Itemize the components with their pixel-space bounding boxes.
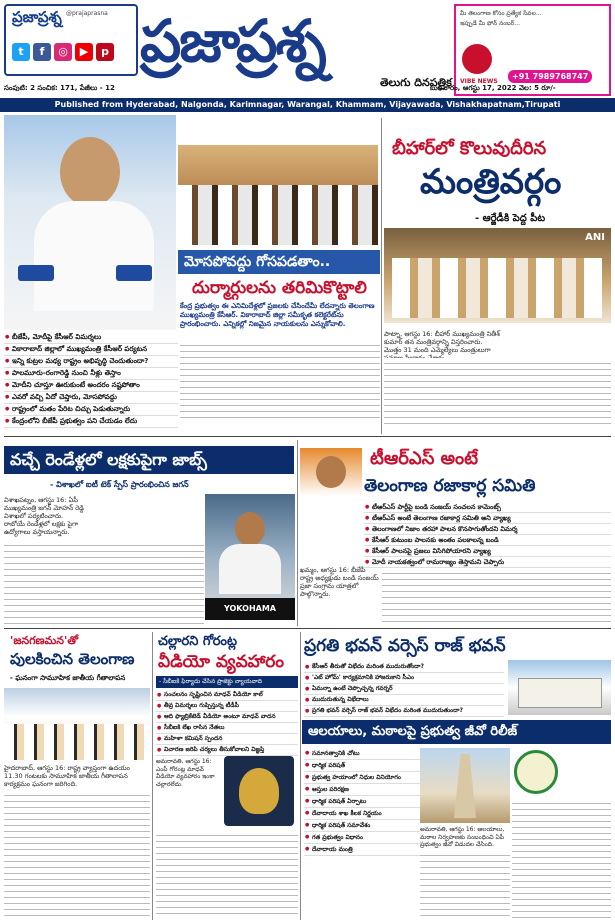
bihar-agency: ANI xyxy=(585,232,605,243)
list-item: ● 'ఎట్ హోమ్' కార్యక్రమానికి హాజరుకాని సీఎం xyxy=(304,673,504,684)
list-item: ● ధార్మిక పరిషత్ ఏర్పాటు xyxy=(304,796,420,808)
jobs-sign: YOKOHAMA xyxy=(205,598,295,620)
person-head xyxy=(235,512,265,546)
mic-icon xyxy=(18,265,54,281)
pragathi-bullets xyxy=(304,662,504,717)
top-ad xyxy=(454,4,611,96)
list-item: ● ధార్మిక పరిషత్ xyxy=(304,760,420,772)
list-item: ● మహిళా కమిషన్ స్పందన xyxy=(156,734,298,745)
divider-2 xyxy=(4,628,611,629)
kcr-photo xyxy=(4,115,176,330)
jagan-photo xyxy=(205,494,295,620)
edition-info: సంపుటి: 2 సంచిక: 171, పేజీలు - 12 xyxy=(4,84,115,92)
crowd xyxy=(4,724,150,760)
list-item: ● ఇన్ని కుట్రల మధ్య రాష్ట్రం అభివృద్ధి చెందుతుందా? xyxy=(4,356,178,368)
list-item: ● రాష్ట్రంలో మతం పేరిట చిచ్చు పెడుతున్నారు xyxy=(4,404,178,416)
ap-emblem-icon xyxy=(514,750,558,794)
pragathi-headline: ప్రగతి భవన్ వర్సెస్ రాజ్ భవన్ xyxy=(304,636,506,656)
list-item: ● టీఆర్ఎస్ అంటే తెలంగాణ రజాకార్ల సమితి అని వ్యాఖ్య xyxy=(364,513,611,524)
person-head xyxy=(316,456,346,488)
ganagana-sub: - ఘనంగా సామూహిక జాతీయ గీతాలాపన xyxy=(10,674,126,682)
video-headline-1: చల్లారని గోరంట్ల xyxy=(158,634,238,649)
ad-logo-icon xyxy=(462,44,492,74)
date-info: బుధవారం, ఆగస్టు 17, 2022 వెల: 5 రూ/- xyxy=(430,84,556,92)
list-item: ● సీబీఐకి లేఖ రాసిన నేతలు xyxy=(156,723,298,734)
rajbhavan-photo xyxy=(508,660,611,715)
video-sub-box xyxy=(156,676,298,688)
list-item: ● కేంద్రంలోని బీజేపీ ప్రభుత్వం పని చేయడం లేదు xyxy=(4,416,178,428)
instagram-icon[interactable]: ◎ xyxy=(54,43,72,61)
lead-headline: మోసపోవద్దు గోసపడతాం.. xyxy=(184,254,331,270)
list-item: ● గత ప్రభుత్వం విధానం xyxy=(304,832,420,844)
column-divider xyxy=(381,118,382,434)
list-item: ● టీఆర్ఎస్ పార్టీపై బండి సంజయ్ సంచలన కామెంట్స్ xyxy=(364,502,611,513)
list-item: ● దేవాదాయ మంత్రి xyxy=(304,844,420,856)
jobs-headline: వచ్చే రెండేళ్లలో లక్షకుపైగా జాబ్స్ xyxy=(10,450,207,469)
lead-subhead: దుర్మార్గులను తరిమికొట్టాలి xyxy=(192,278,367,298)
list-item: ● మోదీ నాయకత్వంలో రామరాజ్యం తెస్తామని చెప్పారు xyxy=(364,557,611,568)
list-item: ● పాలమూరు-రంగారెడ్డి నుంచి నీళ్లు తెస్తాం xyxy=(4,368,178,380)
lead-bullets xyxy=(4,332,178,428)
ceremony-photo xyxy=(178,145,378,245)
list-item: ● ప్రభుత్వ హయాంలో నిధుల వినియోగం xyxy=(304,772,420,784)
social-handle: @prajaprasna xyxy=(66,10,108,17)
trs-columns xyxy=(382,568,611,626)
trs-bullets xyxy=(364,502,611,568)
temple-tower xyxy=(454,754,476,818)
list-item: ● ఏమన్నా ఉంటే చెప్పొచ్చన్న గవర్నర్ xyxy=(304,684,504,695)
list-item: ● ముదురుతున్న విభేదాలు xyxy=(304,695,504,706)
video-sub: - సీబీఐకి ఫిర్యాదు చేసిన ప్రాజెక్టు న్యాయవాది xyxy=(159,678,262,685)
temples-headline-box xyxy=(302,720,611,744)
bihar-headline: బీహార్‌లో కొలువుదీరిన xyxy=(392,138,547,159)
ad-brand: VIBE NEWS xyxy=(460,78,498,85)
social-icons xyxy=(12,40,136,60)
temples-bullets xyxy=(304,748,420,856)
ad-phone: +91 7989768747 xyxy=(508,70,592,83)
twitter-icon[interactable]: t xyxy=(12,43,30,61)
ad-line-1: మీ తెలంగాణ కోసం ప్రత్యేక సేవల... xyxy=(460,10,542,17)
temples-body: అమరావతి, ఆగస్టు 16: ఆలయాలు, మఠాల నిర్వహణకు సంబంధించి ఏపీ ప్రభుత్వం జీవో విడుదల చేసింది. xyxy=(420,826,505,848)
people-row xyxy=(392,258,602,318)
published-bar: Published from Hyderabad, Nalgonda, Karimnagar, Warangal, Khammam, Vijayawada, Vishakhapatnam,Tirupati xyxy=(0,98,615,112)
pinterest-icon[interactable]: p xyxy=(96,43,114,61)
column-divider xyxy=(297,440,298,626)
list-item: ● వికారాబాద్ జిల్లాలో ముఖ్యమంత్రి కేసీఆర్ పర్యటన xyxy=(4,344,178,356)
list-item: ● ఆది ఫ్యాబ్రికేటెడ్ వీడియో అంటూ మాధవ్ వాదన xyxy=(156,712,298,723)
list-item: ● సమానత్వానికి చోటు xyxy=(304,748,420,760)
facebook-icon[interactable]: f xyxy=(33,43,51,61)
bihar-sub: - ఆర్జేడీకి పెద్ద పీట xyxy=(475,213,546,224)
lead-columns xyxy=(180,340,380,420)
cbi-emblem xyxy=(224,756,294,826)
list-item: ● కేసీఆర్ తీరుతో విభేదం మరింత ముదురుతోందా? xyxy=(304,662,504,673)
list-item: ● కేసీఆర్ పాలనపై ప్రజలు విసిగిపోయారని వ్యాఖ్య xyxy=(364,546,611,557)
mic-icon-2 xyxy=(116,265,152,281)
crowd xyxy=(178,185,378,245)
lead-headline-box xyxy=(178,250,380,274)
bihar-headline-2: మంత్రివర్గం xyxy=(420,162,562,202)
temples-headline: ఆలయాలు, మఠాలపై ప్రభుత్వ జీవో రిలీజ్ xyxy=(308,724,518,739)
column-divider xyxy=(300,632,301,920)
trs-headline: టీఆర్ఎస్ అంటే xyxy=(370,448,479,469)
video-headline-2: వీడియో వ్యవహారం xyxy=(158,652,284,672)
temple-photo xyxy=(420,748,510,823)
list-item: ● దేవాదాయ శాఖ కీలక నిర్ణయం xyxy=(304,808,420,820)
ganagana-body: హైదరాబాద్, ఆగస్టు 16: రాష్ట్ర వ్యాప్తంగా ఉదయం 11.30 గంటలకు సామూహిక జాతీయ గీతాలాపన కార్యక్రమం ఘనంగా జరిగింది. xyxy=(4,764,130,788)
ganagana-headline-2: పులకించిన తెలంగాణ xyxy=(10,650,135,668)
list-item: ● తీవ్ర విమర్శలు గుప్పిస్తున్న టీడీపీ xyxy=(156,701,298,712)
list-item: ● విచారణ జరిపి చర్యలు తీసుకోవాలని విజ్ఞప్తి xyxy=(156,745,298,756)
trs-headline-2: తెలంగాణ రజాకార్ల సమితి xyxy=(364,476,536,496)
jobs-body: విశాఖపట్నం, ఆగస్టు 16: ఏపీ ముఖ్యమంత్రి జగన్ మోహన్ రెడ్డి విశాఖలో పర్యటించారు. రాబోయే రెండేళ్లలో లక్షకు పైగా ఉద్యోగాలు వస్తాయన్నారు. xyxy=(4,496,84,536)
cbi-emblem-icon xyxy=(239,768,279,814)
list-item: ● సంచలనం సృష్టించిన మాధవ్ వీడియో కాల్ xyxy=(156,690,298,701)
person-body xyxy=(219,544,281,594)
temples-columns xyxy=(512,798,611,918)
temples-columns-2 xyxy=(420,850,510,918)
jobs-sub: - విశాఖలో ఐటీ టెక్ స్పేస్ ప్రారంభించిన జగన్ xyxy=(50,480,189,489)
trs-body: ఖమ్మం, ఆగస్టు 16: బీజేపీ రాష్ట్ర అధ్యక్షుడు బండి సంజయ్ ప్రజా సంగ్రామ యాత్రలో పాల్గొన్నారు. xyxy=(300,566,379,598)
jobs-headline-box xyxy=(4,446,294,474)
bandi-photo xyxy=(300,448,362,528)
masthead xyxy=(0,0,615,98)
list-item: ● ధార్మిక పరిషత్ సమావేశం xyxy=(304,820,420,832)
list-item: ● ఆస్తుల పరిరక్షణ xyxy=(304,784,420,796)
jobs-columns xyxy=(4,540,204,625)
divider-1 xyxy=(4,436,611,437)
list-item: ● తెలంగాణలో నిజాం తరహా పాలన కొనసాగుతోందని విమర్శ xyxy=(364,524,611,535)
ganagana-headline-1: 'జనగణమన'తో xyxy=(10,634,79,647)
person-head xyxy=(60,137,120,207)
list-item: ● మోదీని చూస్తూ ఊరుకుంటే అందరం నష్టపోతాం xyxy=(4,380,178,392)
bihar-columns xyxy=(384,358,611,428)
bihar-body: పాట్నా, ఆగస్టు 16: బీహార్ ముఖ్యమంత్రి నితీశ్ కుమార్ తన మంత్రివర్గాన్ని విస్తరించారు. మొత్తం 31 మంది ఎమ్మెల్యేలు మంత్రులుగా xyxy=(384,330,500,354)
ganagana-photo xyxy=(4,688,150,760)
video-columns xyxy=(156,830,298,918)
lead-body: కేంద్ర ప్రభుత్వం ఈ ఎనిమిదేళ్లలో ప్రజలకు చేసిందేమీ లేదన్నారు తెలంగాణ ముఖ్యమంత్రి కేసీఆర్. వికారాబాద్ జిల్లా సమీకృత కలెక్టరేట్‌ను ప్రారంభించారు. ఎన్నికల్లో నిజమైన నాయకులను ఎన్నుకోవాలి. xyxy=(180,302,375,328)
list-item: ● కేసీఆర్ కుటుంబ పాలనకు అంతం పలకాలన్న బండి xyxy=(364,535,611,546)
list-item: ● బీజేపీ, మోదీపై కేసీఆర్ విమర్శలు xyxy=(4,332,178,344)
list-item: ● ఎవరో వచ్చి ఏదో చెప్తారు, మోసపోవద్దు xyxy=(4,392,178,404)
ad-line-2: ఇప్పుడే మీ ఫోన్ నంబర్... xyxy=(460,20,521,27)
newspaper-title: ప్రజాప్రశ్న xyxy=(140,7,325,75)
video-body: అమరావతి, ఆగస్టు 16: ఎంపీ గోరంట్ల మాధవ్ వీడియో వ్యవహారం ఇంకా చల్లారలేదు. xyxy=(156,758,215,788)
newspaper-subtitle: తెలుగు దినపత్రిక xyxy=(380,76,452,89)
logo-box xyxy=(4,4,138,76)
building xyxy=(518,678,602,708)
column-divider xyxy=(152,632,153,920)
video-bullets xyxy=(156,690,298,756)
bihar-photo xyxy=(384,228,611,323)
ganagana-columns xyxy=(4,790,150,918)
person-body xyxy=(34,201,154,311)
list-item: ● ప్రగతి భవన్ వర్సెస్ రాజ్ భవన్ విభేదం మరింత ముదురుతుందా? xyxy=(304,706,504,717)
logo-text: ప్రజాప్రశ్న xyxy=(12,8,62,26)
youtube-icon[interactable]: ▶ xyxy=(75,43,93,61)
